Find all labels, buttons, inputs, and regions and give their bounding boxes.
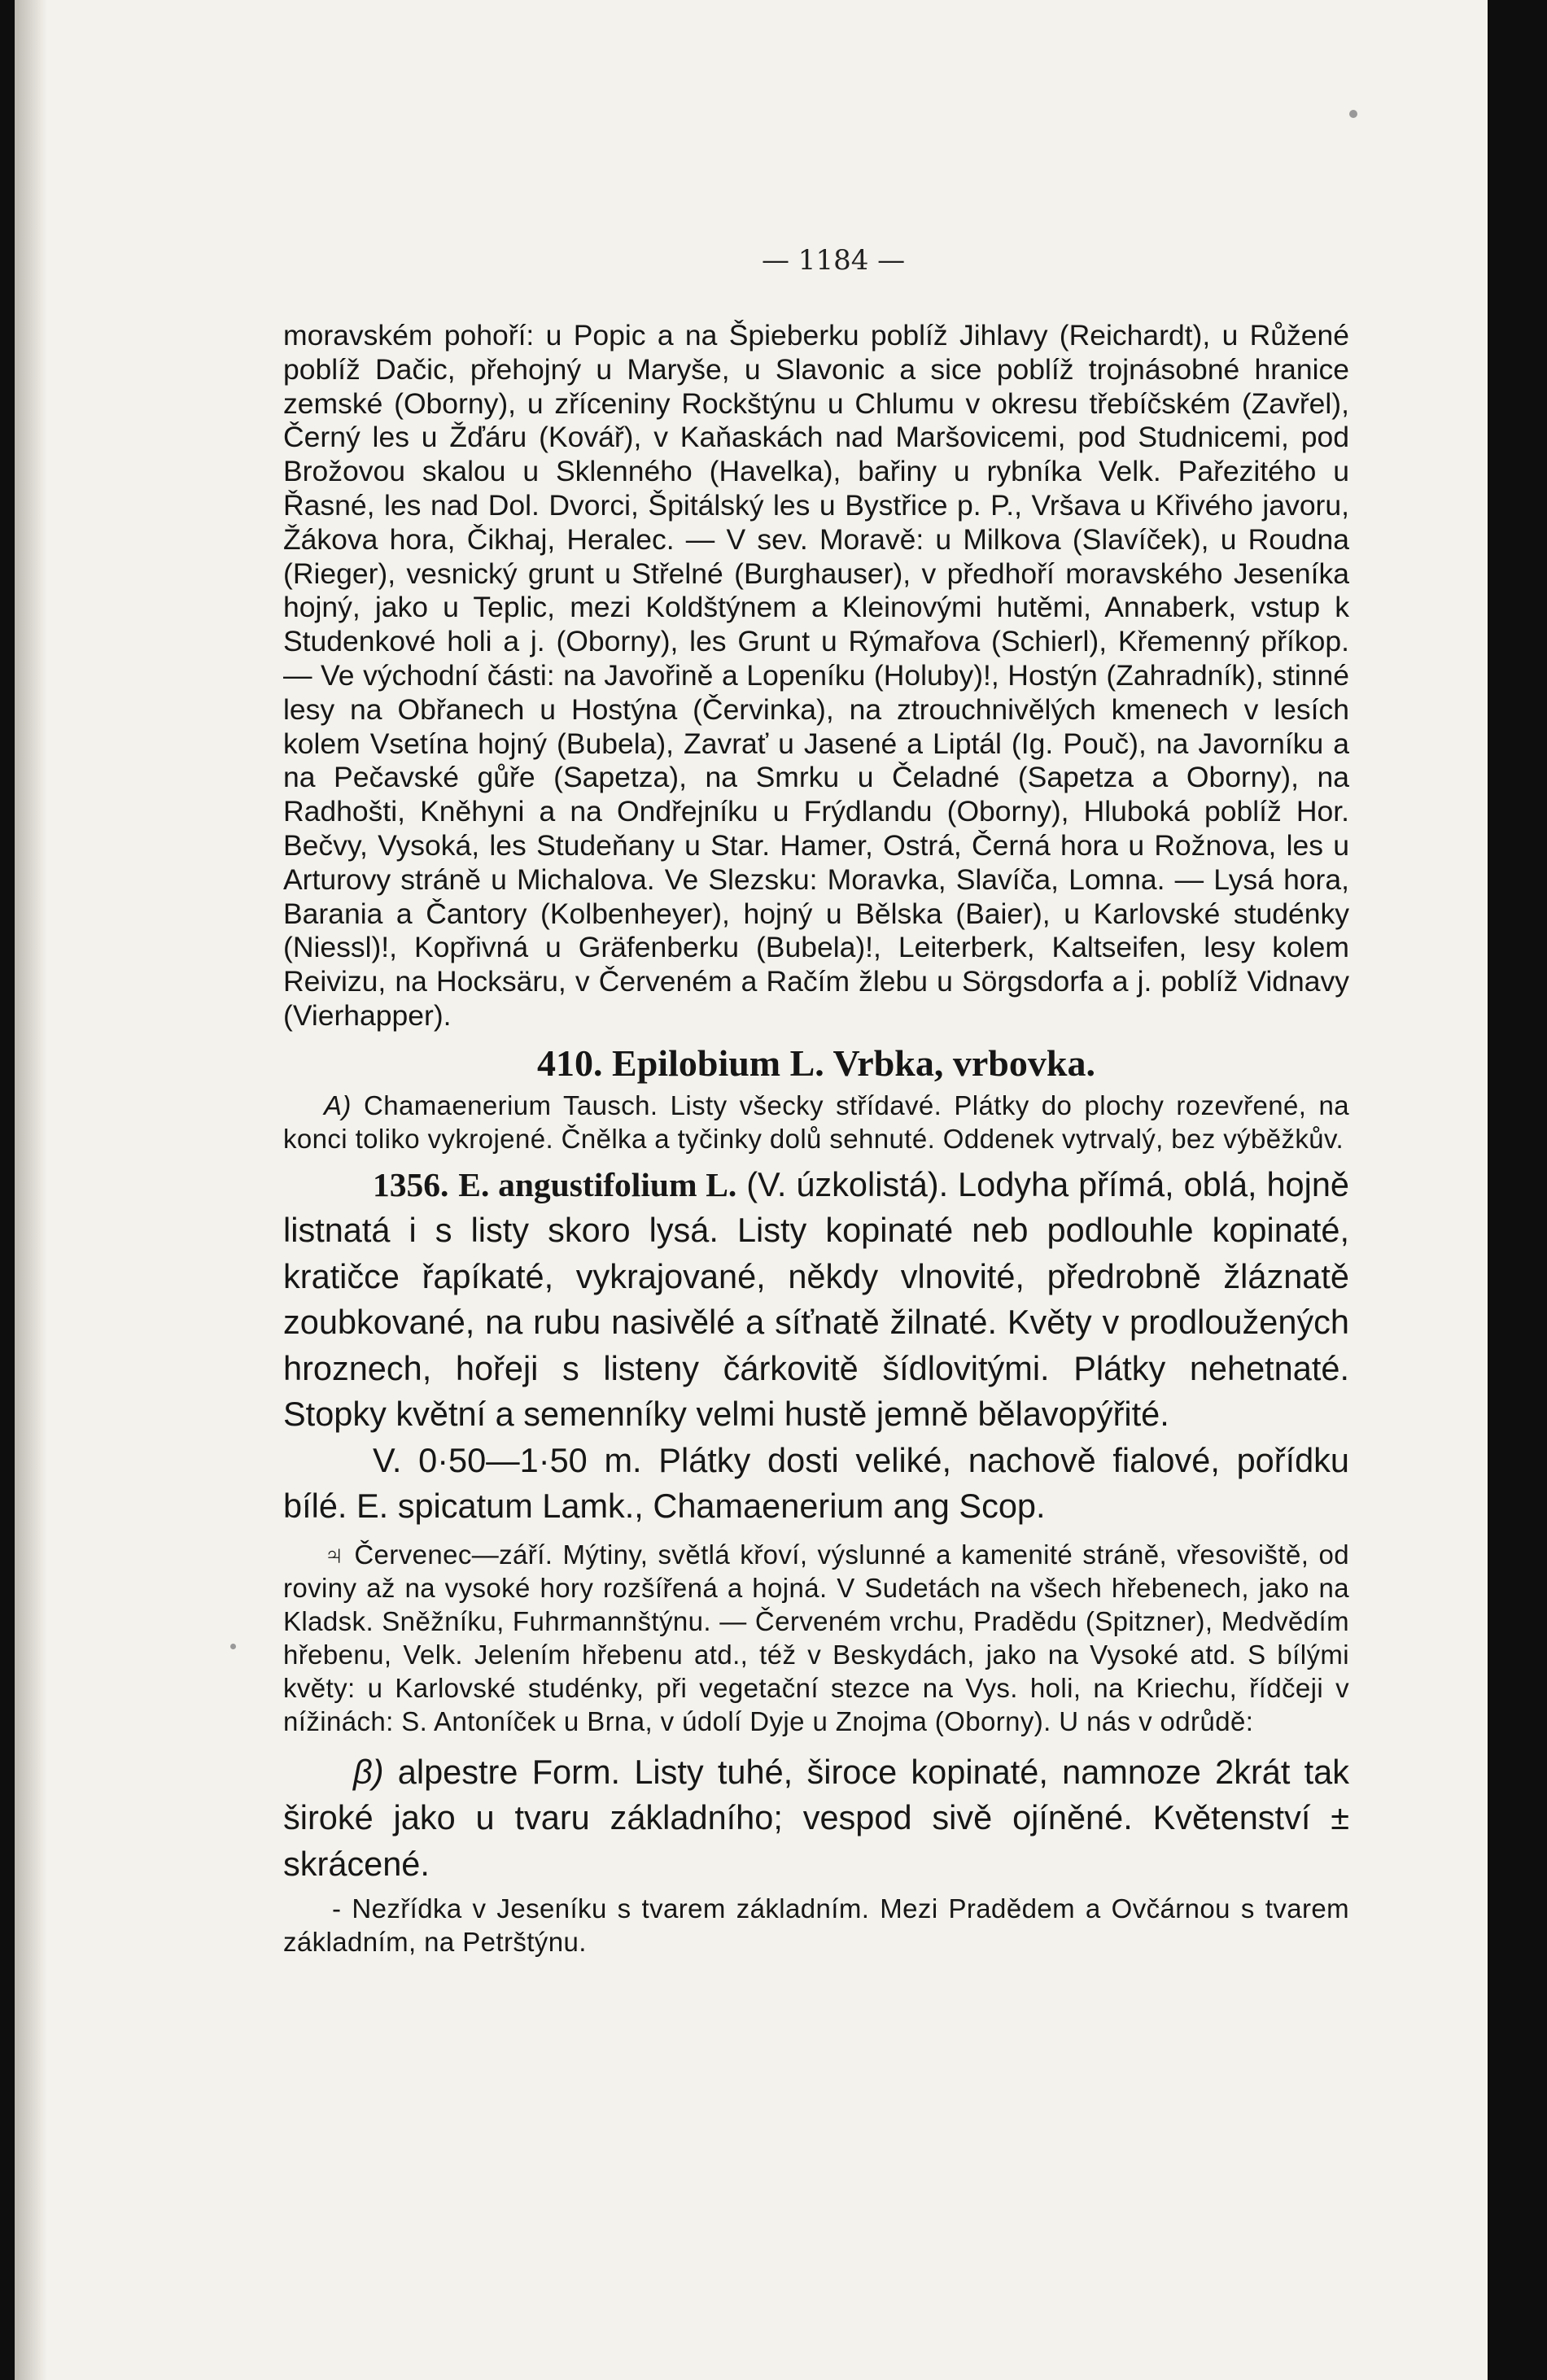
variety-text: alpestre Form. Listy tuhé, široce kopinaté, namnoze 2krát tak široké jako u tvaru základního; vespod sivě ojíněné. Květenství ± skrácené. <box>283 1752 1349 1883</box>
genus-czech-name: Vrbka, vrbovka. <box>832 1042 1095 1084</box>
subsection-text: Chamaenerium Tausch. Listy všecky střídavé. Plátky do plochy rozevřené, na konci toliko vykrojené. Čnělka a tyčinky dolů sehnuté. Oddenek vytrvalý, bez výběžkův. <box>283 1090 1350 1154</box>
section-number: 410. <box>537 1042 603 1084</box>
section-heading <box>283 1043 1349 1084</box>
subsection-paragraph <box>283 1089 1349 1155</box>
subsection-label: A) <box>324 1090 352 1120</box>
genus-name: Epilobium L. <box>612 1042 824 1084</box>
species-measure: V. 0·50—1·50 m. <box>373 1440 642 1479</box>
localities-paragraph: moravském pohoří: u Popic a na Špieberku poblíž Jihlavy (Reichardt), u Růžené poblíž Dačic, přehojný u Maryše, u Slavonic a sice poblíž trojnásobné hranice zemské (Oborny), u zříceniny Rockštýnu u Chlumu v okresu třebíčském (Zavřel), Černý les u Žďáru (Kovář), v Kaňaskách nad Maršovicemi, pod Studnicemi, pod Brožovou skalou u Sklenného (Havelka), bařiny u rybníka Velk. Pařezitého u Řasné, les nad Dol. Dvorci, Špitálský les u Bystřice p. P., Vršava u Křivého javoru, Žákova hora, Čikhaj, Heralec. — V sev. Moravě: u Milkova (Slavíček), u Roudna (Rieger), vesnický grunt u Střelné (Burghauser), v předhoří moravského Jeseníka hojný, jako u Teplic, mezi Koldštýnem a Kleinovými hutěmi, Annaberk, vstup k Studenkové holi a j. (Oborny), les Grunt u Rýmařova (Schierl), Křemenný příkop. — Ve východní části: na Javořině a Lopeníku (Holuby)!, Hostýn (Zahradník), stinné lesy na Obřanech u Hostýna (Červinka), na ztrouchnivělých kmenech v lesích kolem Vsetína hojný (Bubela), Zavrať u Jasené a Liptál (Ig. Pouč), na Javorníku a na Pečavské gůře (Sapetza), na Smrku u Čeladné (Sapetza a Oborny), na Radhošti, Kněhyni a na Ondřejníku u Frýdlandu (Oborny), Hluboká poblíž Hor. Bečvy, Vysoká, les Studeňany u Star. Hamer, Ostrá, Černá hora u Rožnova, les u Arturovy stráně u Michalova. Ve Slezsku: Moravka, Slavíča, Lomna. — Lysá hora, Barania a Čantory (Kolbenheyer), hojný u Bělska (Baier), u Karlovské studénky (Niessl)!, Kopřivná u Gräfenberku (Bubela)!, Leiterberk, Kaltseifen, lesy kolem Reivizu, na Hocksäru, v Červeném a Račím žlebu u Sörgsdorfa a j. poblíž Vidnavy (Vierhapper). <box>283 319 1349 1032</box>
species-number: 1356. <box>373 1165 449 1203</box>
variety-paragraph <box>283 1749 1349 1888</box>
species-description-text: (V. úzkolistá). Lodyha přímá, oblá, hojně listnatá i s listy skoro lysá. Listy kopinaté neb podlouhle kopinaté, kratičce řapíkaté, vykrajované, někdy vlnovité, předrobně žláznatě zoubkované, na rubu nasivělé a síťnatě žilnaté. Květy v prodloužených hroznech, hořeji s listeny čárkovitě šídlovitými. Plátky nehetnaté. Stopky květní a semenníky velmi hustě jemně bělavopýřité. <box>283 1164 1350 1434</box>
page-body <box>283 319 1349 1959</box>
dust-speck <box>230 1644 236 1649</box>
species-measure-text: Plátky dosti veliké, nachově fialové, pořídku bílé. E. spicatum Lamk., Chamaenerium ang Scop. <box>283 1440 1350 1526</box>
gutter-shadow <box>15 0 47 2380</box>
page-number: — 1184 — <box>762 244 906 277</box>
book-page <box>15 0 1488 2380</box>
species-measure-paragraph <box>283 1438 1349 1530</box>
variety-note: - Nezřídka v Jeseníku s tvarem základním. Mezi Pradědem a Ovčárnou s tvarem základním, na Petrštýnu. <box>283 1893 1349 1958</box>
distribution-paragraph: ♃ Červenec—září. Mýtiny, světlá křoví, výslunné a kamenité stráně, vřesoviště, od roviny až na vysoké hory rozšířená a hojná. V Sudetách na všech hřebenech, jako na Kladsk. Sněžníku, Fuhrmannštýnu. — Červeném vrchu, Pradědu (Spitzner), Medvědím hřebenu, Velk. Jelením hřebenu atd., též v Beskydách, jako na Vysoké atd. S bílými květy: u Karlovské studénky, při vegetační stezce na Vys. holi, na Kriechu, řídčeji v nížinách: S. Antoníček u Brna, v údolí Dyje u Znojma (Oborny). U nás v odrůdě: <box>283 1539 1349 1736</box>
species-name: E. angustifolium L. <box>458 1165 737 1203</box>
species-description <box>283 1162 1349 1438</box>
dust-speck <box>1349 110 1357 118</box>
variety-label: β) <box>353 1752 384 1791</box>
